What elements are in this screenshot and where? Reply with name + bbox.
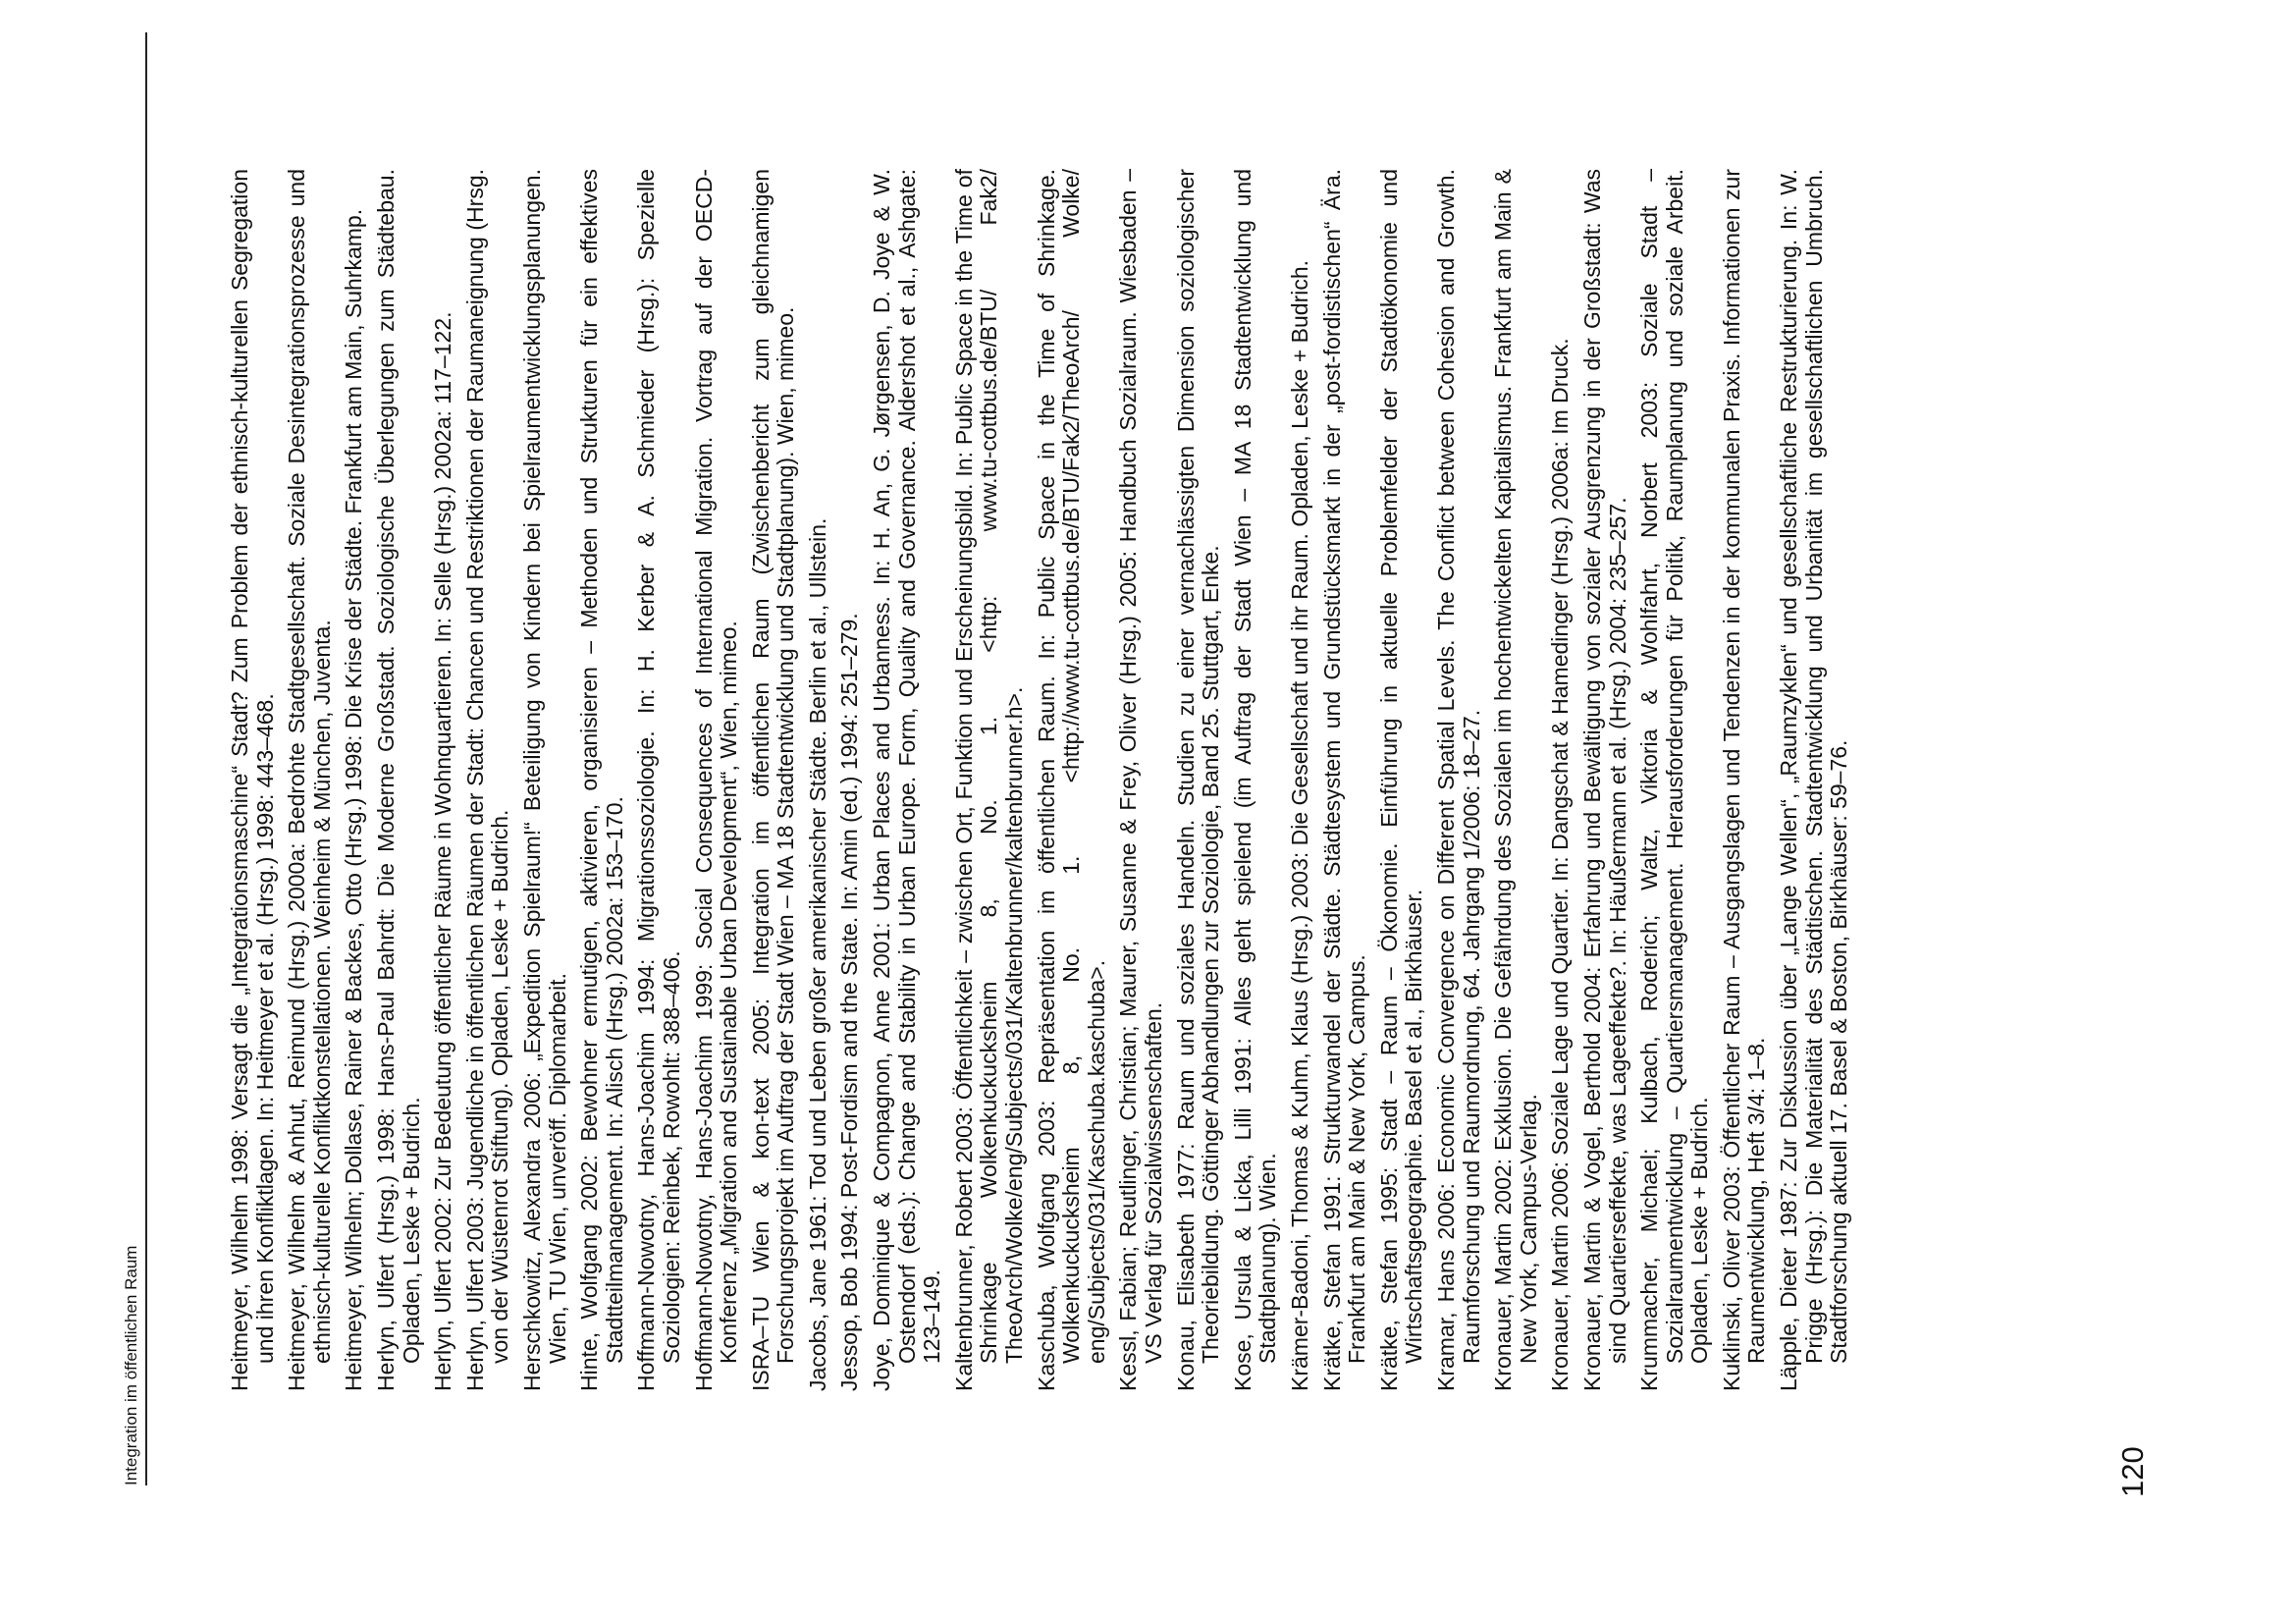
reference-entry: Konau, Elisabeth 1977: Raum und soziales Handeln. Studien zu einer vernachlässigten Dimension soziologischer Theoriebildung. Göttinger Abhandlungen zur Soziologie, Band 25. Stuttgart, Enke. — [1172, 169, 1224, 1391]
reference-entry: Heitmeyer, Wilhelm; Dollase, Rainer & Backes, Otto (Hrsg.) 1998: Die Krise der Städte. Frankfurt am Main, Suhrkamp. — [341, 208, 367, 1391]
reference-entry: Kronauer, Martin 2006: Soziale Lage und Quartier. In: Dangschat & Hamedinger (Hrsg.) 2006a: Im Druck. — [1547, 338, 1574, 1391]
reference-entry: Jacobs, Jane 1961: Tod und Leben großer amerikanischer Städte. Berlin et al., Ullstein. — [804, 517, 830, 1391]
reference-entry: Heitmeyer, Wilhelm & Anhut, Reimund (Hrsg.) 2000a: Bedrohte Stadtgesellschaft. Soziale Desintegrationsprozesse und ethnisch-kulturelle Konfliktkonstellationen. Weinheim & München, Juventa. — [284, 169, 335, 1391]
reference-entry: Kaltenbrunner, Robert 2003: Öffentlichkeit – zwischen Ort, Funktion und Erscheinungsbild. In: Public Space in the Time of Shrinkage Wolkenkuckucksheim 8, No. 1. <http: www.tu-cottbus.de/BTU/ Fak2/ TheoArch/Wolke/eng/Subjects/031/Kaltenbrunner/kaltenbrunner.h>. — [950, 169, 1028, 1391]
reference-entry: Kuklinski, Oliver 2003: Öffentlicher Raum – Ausgangslagen und Tendenzen in der kommunalen Praxis. Informationen zur Raumentwicklung, Heft 3/4: 1–8. — [1718, 169, 1770, 1391]
reference-list — [228, 169, 1859, 1391]
reference-entry: ISRA–TU Wien & kon-text 2005: Integration im öffentlichen Raum (Zwischenbericht zum gleichnamigen Forschungsprojekt im Auftrag der Stadt Wien – MA 18 Stadtentwicklung und Stadtplanung). Wien, mimeo. — [747, 169, 799, 1391]
reference-entry: Heitmeyer, Wilhelm 1998: Versagt die „Integrationsmaschine“ Stadt? Zum Problem der ethnisch-kulturellen Segregation und ihren Konfliktlagen. In: Heitmeyer et al. (Hrsg.) 1998: 443–468. — [227, 169, 278, 1391]
reference-entry: Krätke, Stefan 1995: Stadt – Raum – Ökonomie. Einführung in aktuelle Problemfelder der Stadtökonomie und Wirtschaftsgeographie. Basel et al., Birkhäuser. — [1375, 169, 1427, 1391]
reference-entry: Herlyn, Ulfert 2003: Jugendliche in öffentlichen Räumen der Stadt: Chancen und Restriktionen der Raumaneignung (Hrsg. von der Wüstenrot Stiftung). Opladen, Leske + Budrich. — [461, 169, 513, 1391]
running-head: Integration im öffentlichen Raum — [122, 32, 147, 1485]
reference-entry: Jessop, Bob 1994: Post-Fordism and the State. In: Amin (ed.) 1994: 251–279. — [836, 613, 863, 1391]
reference-entry: Hinte, Wolfgang 2002: Bewohner ermutigen, aktivieren, organisieren – Methoden und Strukturen für ein effektives Stadtteilmanagement. In: Alisch (Hrsg.) 2002a: 153–170. — [576, 169, 627, 1391]
reference-entry: Kessl, Fabian; Reutlinger, Christian; Maurer, Susanne & Frey, Oliver (Hrsg.) 2005: Handbuch Sozialraum. Wiesbaden – VS Verlag für Sozialwissenschaften. — [1115, 169, 1166, 1391]
reference-entry: Joye, Dominique & Compagnon, Anne 2001: Urban Places and Urbanness. In: H. An, G. Jørgensen, D. Joye & W. Ostendorf (eds.): Change and Stability in Urban Europe. Form, Quality and Governance. Aldershot et al., Ashgate: 123–149. — [869, 169, 945, 1391]
reference-entry: Kronauer, Martin & Vogel, Berthold 2004: Erfahrung und Bewältigung von sozialer Ausgrenzung in der Großstadt: Was sind Quartierseffekte, was Lageeffekte?. In: Häußermann et al. (Hrsg.) 2004: 235–257. — [1578, 169, 1630, 1391]
reference-entry: Kose, Ursula & Licka, Lilli 1991: Alles geht spielend (im Auftrag der Stadt Wien – MA 18 Stadtentwicklung und Stadtplanung). Wien. — [1229, 169, 1281, 1391]
page-number: 120 — [2115, 1446, 2150, 1497]
reference-entry: Herschkowitz, Alexandra 2006: „Expedition Spielraum!“ Beteiligung von Kindern bei Spielraumentwicklungsplanungen. Wien, TU Wien, unveröff. Diplomarbeit. — [518, 169, 570, 1391]
reference-entry: Herlyn, Ulfert (Hrsg.) 1998: Hans-Paul Bahrdt: Die Moderne Großstadt. Soziologische Überlegungen zum Städtebau. Opladen, Leske + Budrich. — [372, 169, 424, 1391]
reference-entry: Herlyn, Ulfert 2002: Zur Bedeutung öffentlicher Räume in Wohnquartieren. In: Selle (Hrsg.) 2002a: 117–122. — [430, 311, 456, 1391]
reference-entry: Läpple, Dieter 1987: Zur Diskussion über „Lange Wellen“, „Raumzyklen“ und gesellschaftliche Restrukturierung. In: W. Prigge (Hrsg.): Die Materialität des Städtischen. Stadtentwicklung und Urbanität im gesellschaftlichen Umbruch. Stadtforschung aktuell 17. Basel & Boston, Birkhäuser: 59–76. — [1776, 169, 1852, 1391]
reference-entry: Krätke, Stefan 1991: Strukturwandel der Städte. Städtesystem und Grundstücksmarkt in der „post-fordistischen“ Ära. Frankfurt am Main & New York, Campus. — [1318, 169, 1370, 1391]
reference-entry: Kaschuba, Wolfgang 2003: Repräsentation im öffentlichen Raum. In: Public Space in the Time of Shrinkage. Wolkenkuckucksheim 8, No. 1. <http://www.tu-cottbus.de/BTU/Fak2/TheoArch/ Wolke/ eng/Subjects/031/Kaschuba.kaschuba>. — [1033, 169, 1109, 1391]
reference-entry: Krämer-Badoni, Thomas & Kuhm, Klaus (Hrsg.) 2003: Die Gesellschaft und ihr Raum. Opladen, Leske + Budrich. — [1286, 259, 1312, 1391]
reference-entry: Hoffmann-Nowotny, Hans-Joachim 1994: Migrationssoziologie. In: H. Kerber & A. Schmieder (Hrsg.): Spezielle Soziologien: Reinbek, Rowohlt: 388–406. — [633, 169, 684, 1391]
reference-entry: Kronauer, Martin 2002: Exklusion. Die Gefährdung des Sozialen im hochentwickelten Kapitalismus. Frankfurt am Main & New York, Campus-Verlag. — [1490, 169, 1541, 1391]
reference-entry: Kramar, Hans 2006: Economic Convergence on Different Spatial Levels. The Conflict between Cohesion and Growth. Raumforschung und Raumordnung, 64. Jahrgang 1/2006: 18–27. — [1432, 169, 1484, 1391]
reference-entry: Hoffmann-Nowotny, Hans-Joachim 1999: Social Consequences of International Migration. Vortrag auf der OECD-Konferenz „Migration and Sustainable Urban Development“, Wien, mimeo. — [690, 169, 742, 1391]
reference-entry: Krummacher, Michael; Kulbach, Roderich; Waltz, Viktoria & Wohlfahrt, Norbert 2003: Soziale Stadt – Sozialraumentwicklung – Quartiersmanagement. Herausforderungen für Politik, Raumplanung und soziale Arbeit. Opladen, Leske + Budrich. — [1636, 169, 1713, 1391]
